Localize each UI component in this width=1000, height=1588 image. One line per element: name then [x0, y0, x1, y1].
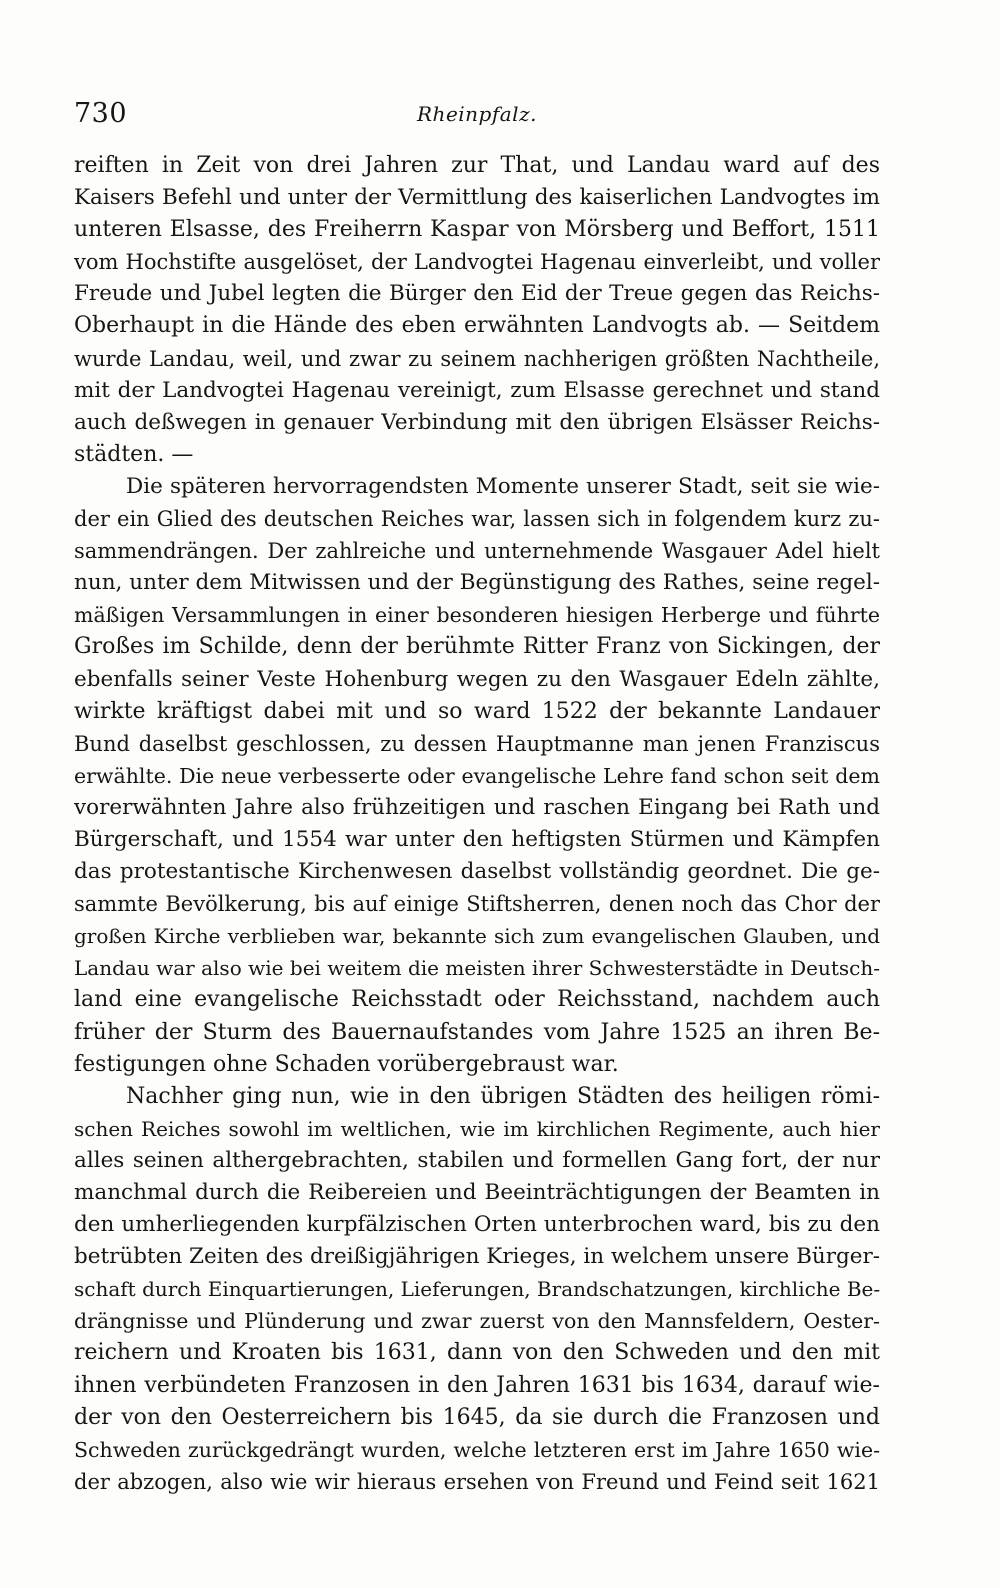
page-header: [74, 98, 880, 134]
text-line: festigungen ohne Schaden vorübergebraust war.: [74, 1051, 619, 1077]
text-line: großen Kirche verblieben war, bekannte sich zum evangelischen Glauben, und: [74, 924, 880, 949]
text-line: sammendrängen. Der zahlreiche und unternehmende Wasgauer Adel hielt: [74, 539, 880, 564]
text-line: der von den Oesterreichern bis 1645, da sie durch die Franzosen und: [74, 1404, 880, 1430]
running-head: Rheinpfalz.: [417, 102, 537, 126]
text-line: alles seinen althergebrachten, stabilen und formellen Gang fort, der nur: [74, 1147, 880, 1173]
text-line: der abzogen, also wie wir hieraus ersehen von Freund und Feind seit 1621: [74, 1469, 880, 1494]
text-line: betrübten Zeiten des dreißigjährigen Krieges, in welchem unsere Bürger-: [74, 1244, 880, 1270]
text-line: vom Hochstifte ausgelöset, der Landvogtei Hagenau einverleibt, und voller: [74, 250, 880, 275]
text-line: Bund daselbst geschlossen, zu dessen Hauptmanne man jenen Franziscus: [74, 731, 880, 756]
text-line: reichern und Kroaten bis 1631, dann von den Schweden und den mit: [74, 1340, 880, 1366]
text-line: reiften in Zeit von drei Jahren zur That, und Landau ward auf des: [74, 153, 880, 178]
text-line: früher der Sturm des Bauernaufstandes vom Jahre 1525 an ihren Be-: [74, 1019, 880, 1045]
text-line: ebenfalls seiner Veste Hohenburg wegen zu den Wasgauer Edeln zählte,: [74, 666, 880, 692]
text-line: ihnen verbündeten Franzosen in den Jahren 1631 bis 1634, darauf wie-: [74, 1372, 880, 1398]
text-line: Nachher ging nun, wie in den übrigen Städten des heiligen römi-: [126, 1083, 880, 1109]
text-line: unteren Elsasse, des Freiherrn Kaspar von Mörsberg und Beffort, 1511: [74, 217, 880, 243]
text-line: wurde Landau, weil, und zwar zu seinem nachherigen größten Nachtheile,: [74, 346, 880, 371]
text-line: nun, unter dem Mitwissen und der Begünstigung des Rathes, seine regel-: [74, 570, 880, 596]
text-line: auch deßwegen in genauer Verbindung mit den übrigen Elsässer Reichs-: [74, 409, 880, 435]
text-line: manchmal durch die Reibereien und Beeinträchtigungen der Beamten in: [74, 1180, 880, 1205]
text-line: Oberhaupt in die Hände des eben erwähnten Landvogts ab. — Seitdem: [74, 313, 880, 339]
text-line: drängnisse und Plünderung und zwar zuerst von den Mannsfeldern, Oester-: [74, 1309, 880, 1334]
body-text: [74, 150, 880, 1498]
paragraph: [74, 150, 880, 471]
text-line: mit der Landvogtei Hagenau vereinigt, zum Elsasse gerechnet und stand: [74, 377, 880, 403]
text-line: der ein Glied des deutschen Reiches war, lassen sich in folgendem kurz zu-: [74, 507, 880, 532]
text-line: Die späteren hervorragendsten Momente unserer Stadt, seit sie wie-: [126, 473, 880, 499]
text-line: Bürgerschaft, und 1554 war unter den heftigsten Stürmen und Kämpfen: [74, 826, 880, 852]
page-number: 730: [74, 98, 128, 129]
paragraph: [74, 471, 880, 1081]
text-line: wirkte kräftigst dabei mit und so ward 1522 der bekannte Landauer: [74, 698, 880, 724]
text-line: Kaisers Befehl und unter der Vermittlung des kaiserlichen Landvogtes im: [74, 185, 880, 211]
text-line: schaft durch Einquartierungen, Lieferungen, Brandschatzungen, kirchliche Be-: [74, 1277, 880, 1302]
text-line: das protestantische Kirchenwesen daselbst vollständig geordnet. Die ge-: [74, 859, 880, 885]
text-line: Großes im Schilde, denn der berühmte Ritter Franz von Sickingen, der: [74, 634, 880, 660]
text-line: städten. —: [74, 441, 194, 467]
text-line: Schweden zurückgedrängt wurden, welche letzteren erst im Jahre 1650 wie-: [74, 1437, 880, 1462]
text-line: sammte Bevölkerung, bis auf einige Stiftsherren, denen noch das Chor der: [74, 892, 880, 917]
text-line: vorerwähnten Jahre also frühzeitigen und raschen Eingang bei Rath und: [74, 794, 880, 820]
text-line: den umherliegenden kurpfälzischen Orten unterbrochen ward, bis zu den: [74, 1212, 880, 1238]
text-line: schen Reiches sowohl im weltlichen, wie im kirchlichen Regimente, auch hier: [74, 1116, 880, 1141]
text-line: Landau war also wie bei weitem die meisten ihrer Schwesterstädte in Deutsch-: [74, 956, 880, 981]
text-line: erwählte. Die neue verbesserte oder evangelische Lehre fand schon seit dem: [74, 763, 880, 788]
paragraph: [74, 1081, 880, 1498]
text-line: land eine evangelische Reichsstadt oder Reichsstand, nachdem auch: [74, 987, 880, 1013]
text-line: Freude und Jubel legten die Bürger den Eid der Treue gegen das Reichs-: [74, 281, 880, 307]
text-line: mäßigen Versammlungen in einer besonderen hiesigen Herberge und führte: [74, 603, 880, 628]
